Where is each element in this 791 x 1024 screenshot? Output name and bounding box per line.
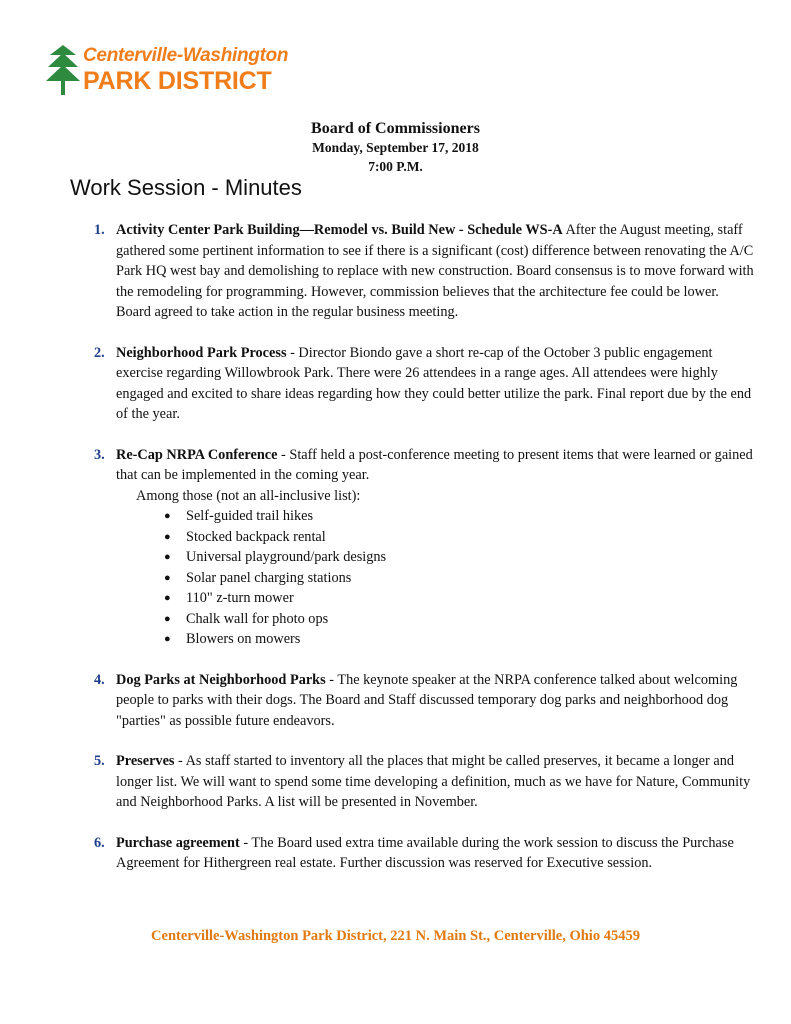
item-number: 3.: [94, 446, 105, 463]
list-item: ● Universal playground/park designs: [116, 547, 754, 568]
document-title: Work Session - Minutes: [70, 175, 302, 200]
item-heading: Neighborhood Park Process: [116, 344, 287, 361]
item-body: - Staff held a post-conference meeting to present items that were learned or gained that can be implemented in the coming year.: [116, 446, 753, 483]
item-heading: Activity Center Park Building—Remodel vs. Build New - Schedule WS-A: [116, 222, 563, 238]
item-body: - The keynote speaker at the NRPA conference talked about welcoming people to parks with their dogs. The Board and Staff discussed temporary dog parks and neighborhood dog "parties" as possible future endeavors.: [116, 671, 738, 729]
list-item: ● Self-guided trail hikes: [116, 506, 754, 527]
item-number: 4.: [94, 671, 105, 688]
item-number: 6.: [94, 834, 105, 851]
item-body: - Director Biondo gave a short re-cap of the October 3 public engagement exercise regarding Willowbrook Park. There were 26 attendees in a range ages. All attendees were highly engaged and excited to share ideas regarding how they could better utilize the park. Final report due by the end of the year.: [116, 344, 752, 422]
conference-items-list: [116, 506, 754, 650]
item-body: - The Board used extra time available during the work session to discuss the Purchase Agreement for Hithergreen real estate. Further discussion was reserved for Executive session.: [116, 834, 734, 871]
item-number: 2.: [94, 344, 105, 361]
list-item: ● Stocked backpack rental: [116, 527, 754, 548]
item-body: - As staff started to inventory all the places that might be called preserves, it became a longer and longer list. We will want to spend some time developing a definition, much as we have for Nature, Community and Neighborhood Parks. A list will be presented in November.: [116, 753, 751, 810]
agenda-item-5: [94, 751, 754, 813]
logo-line2: PARK DISTRICT: [83, 67, 272, 95]
item-heading: Purchase agreement: [116, 834, 240, 851]
item-heading: Preserves: [116, 753, 175, 769]
agenda-item-4: [94, 670, 754, 732]
tree-icon: [46, 45, 80, 95]
agenda-items: [94, 220, 754, 894]
footer-address: Centerville-Washington Park District, 221 N. Main St., Centerville, Ohio 45459: [151, 928, 640, 944]
item-heading: Re-Cap NRPA Conference: [116, 446, 278, 463]
meeting-date: Monday, September 17, 2018: [312, 140, 479, 155]
agenda-item-3: [94, 445, 754, 650]
meeting-time: 7:00 P.M.: [368, 159, 423, 174]
item-number: 1.: [94, 222, 105, 238]
park-district-logo: [46, 45, 316, 97]
list-item: ● Blowers on mowers: [116, 629, 754, 650]
item-heading: Dog Parks at Neighborhood Parks: [116, 671, 326, 688]
item-body: After the August meeting, staff gathered some pertinent information to see if there is a significant (cost) difference between renovating the A/C Park HQ west bay and demolishing to replace with new construction. Board consensus is to move forward with the remodeling for programming. However, commission believes that the architecture fee could be lower. Board agreed to take action in the regular business meeting.: [116, 222, 754, 320]
item-number: 5.: [94, 753, 105, 769]
list-intro: Among those (not an all-inclusive list):: [136, 487, 361, 504]
board-title: Board of Commissioners: [311, 120, 480, 137]
agenda-item-6: [94, 833, 754, 874]
list-item: ● Chalk wall for photo ops: [116, 609, 754, 630]
list-item: ● 110" z-turn mower: [116, 588, 754, 609]
agenda-item-1: [94, 220, 754, 323]
list-item: ● Solar panel charging stations: [116, 568, 754, 589]
agenda-item-2: [94, 343, 754, 425]
logo-line1: Centerville-Washington: [83, 45, 289, 66]
